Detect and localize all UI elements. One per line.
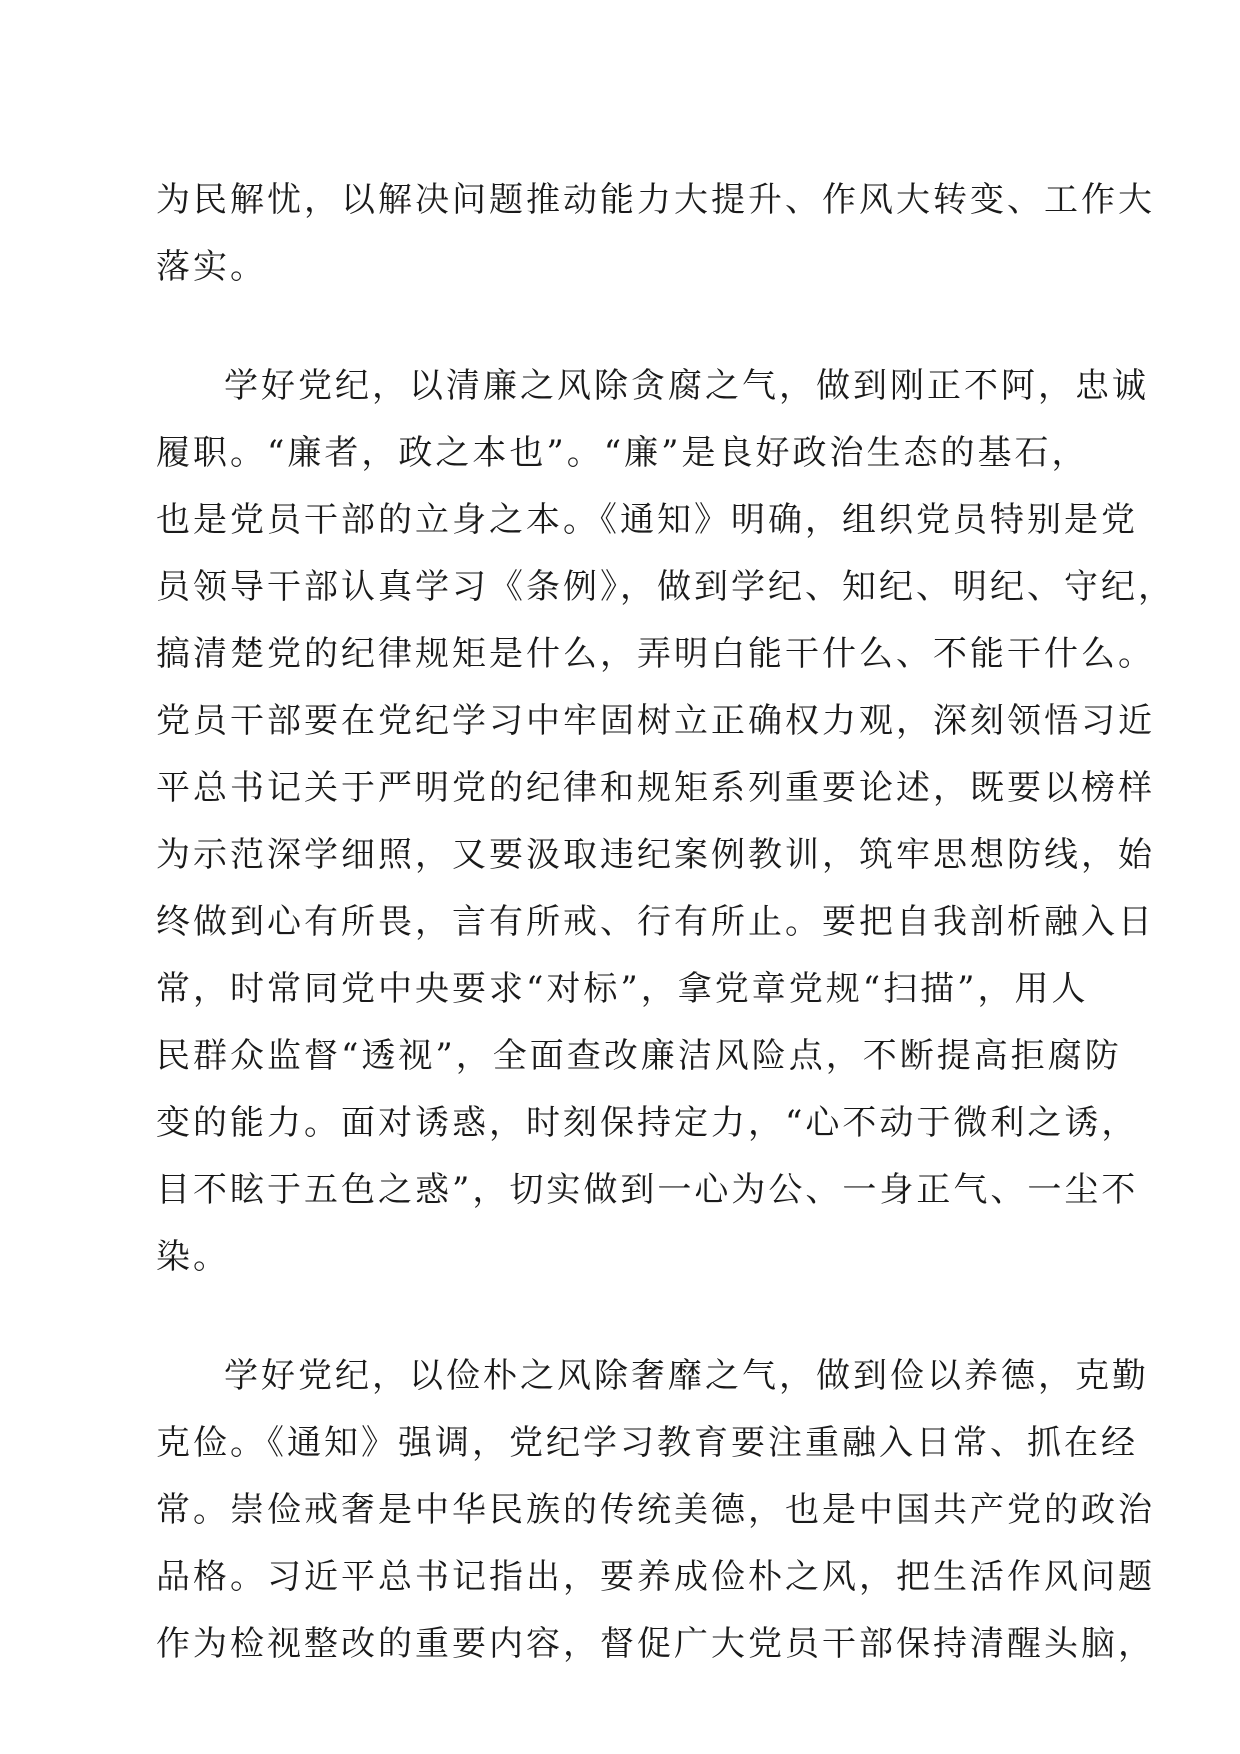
text-line: 常。崇俭戒奢是中华民族的传统美德，也是中国共产党的政治 — [156, 1490, 1155, 1530]
paragraph-spacer — [156, 1307, 1096, 1359]
text-line: 民群众监督“透视”，全面查改廉洁风险点，不断提高拒腐防 — [156, 1036, 1122, 1076]
text-line: 品格。习近平总书记指出，要养成俭朴之风，把生活作风问题 — [156, 1557, 1155, 1597]
text-line: 搞清楚党的纪律规矩是什么，弄明白能干什么、不能干什么。 — [156, 634, 1155, 674]
text-line: 常，时常同党中央要求“对标”，拿党章党规“扫描”，用人 — [156, 969, 1089, 1009]
text-line: 目不眩于五色之惑”，切实做到一心为公、一身正气、一尘不 — [156, 1170, 1139, 1210]
text-line: 终做到心有所畏，言有所戒、行有所止。要把自我剖析融入日 — [156, 902, 1155, 942]
text-line: 落实。 — [156, 247, 267, 287]
text-line: 作为检视整改的重要内容，督促广大党员干部保持清醒头脑， — [156, 1624, 1155, 1664]
text-line: 为示范深学细照，又要汲取违纪案例教训，筑牢思想防线，始 — [156, 835, 1155, 875]
text-line: 染。 — [156, 1237, 230, 1277]
document-body — [156, 180, 1175, 1694]
text-line: 履职。“廉者，政之本也”。“廉”是良好政治生态的基石， — [156, 433, 1089, 473]
text-line: 也是党员干部的立身之本。《通知》明确，组织党员特别是党 — [156, 500, 1138, 540]
text-line: 变的能力。面对诱惑，时刻保持定力，“心不动于微利之诱， — [156, 1103, 1139, 1143]
text-line: 党员干部要在党纪学习中牢固树立正确权力观，深刻领悟习近 — [156, 701, 1155, 741]
text-line: 克俭。《通知》强调，党纪学习教育要注重融入日常、抓在经 — [156, 1423, 1138, 1463]
paragraph-spacer — [156, 317, 1096, 369]
text-line: 为民解忧，以解决问题推动能力大提升、作风大转变、工作大 — [156, 180, 1155, 220]
paragraph-1 — [156, 180, 1155, 317]
paragraph-2 — [156, 366, 1175, 1307]
text-line: 员领导干部认真学习《条例》，做到学纪、知纪、明纪、守纪， — [156, 567, 1175, 607]
text-line: 学好党纪，以清廉之风除贪腐之气，做到刚正不阿，忠诚 — [224, 366, 1149, 406]
text-line: 平总书记关于严明党的纪律和规矩系列重要论述，既要以榜样 — [156, 768, 1155, 808]
paragraph-3 — [156, 1356, 1155, 1694]
text-line: 学好党纪，以俭朴之风除奢靡之气，做到俭以养德，克勤 — [224, 1356, 1149, 1396]
